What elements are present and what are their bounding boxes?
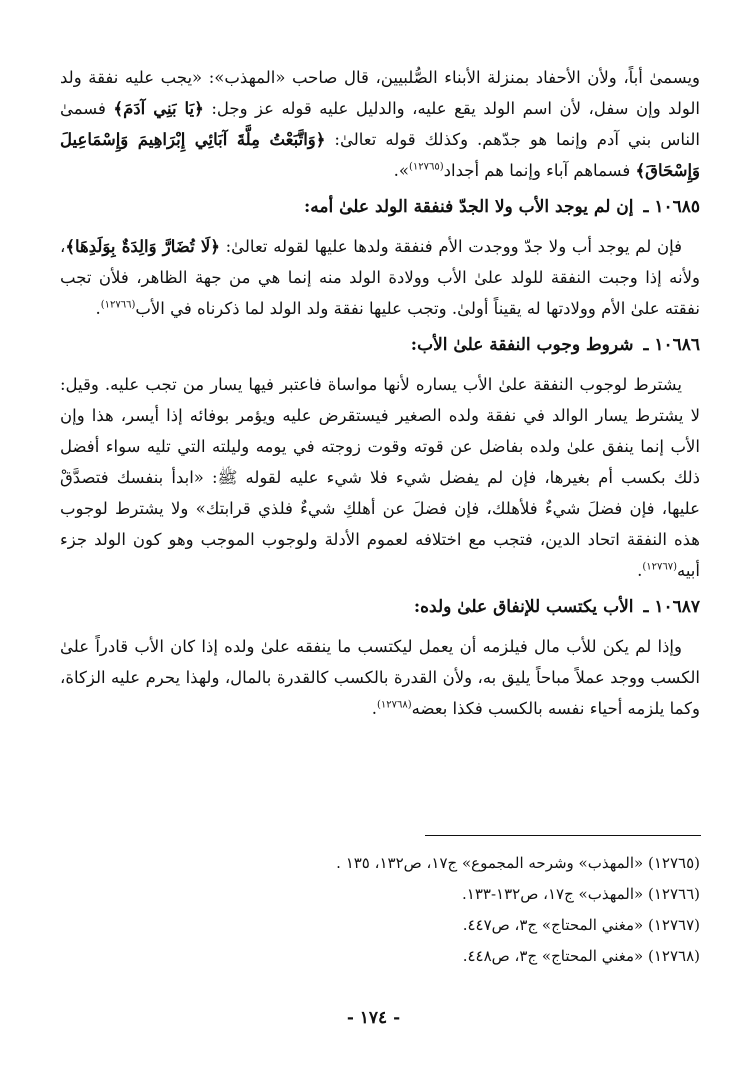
section-text-a: يشترط لوجوب النفقة علىٰ الأب يساره لأنها مواساة فاعتبر فيها يسار من تجب عليه. وقيل: لا يشترط يسار الوالد في نفقة ولده الصغير فيستقرض عليه ويؤمر بوفائه إذا أيسر، هذا وإن الأب إنما ينفق علىٰ ولده بفاضل عن قوته وقوت زوجته في يومه وليلته التي تليه سواء أفضل ذلك بكسب أم بغيرها، فإن لم يفضل شيء فلا شيء عليه لقوله ﷺ: «ابدأ بنفسك فتصدَّقْ عليها، فإن فضلَ شيءٌ فلأهلك، فإن فضلَ عن أهلكِ شيءٌ فلذي قرابتك» ولا يشترط لوجوب هذه النفقة اتحاد الدين، فتجب مع اختلافه لعموم الأدلة ولوجوب الموجب وهو كون الولد جزء أبيه <box>60 375 700 580</box>
section-text-a: فإن لم يوجد أب ولا جدّ ووجدت الأم فنفقة ولدها عليها لقوله تعالىٰ: <box>219 237 683 256</box>
footnote-item: (١٢٧٦٨) «مغني المحتاج» ج٣، ص٤٤٨. <box>462 947 700 965</box>
quran-quote-bani-adam: ﴿يَا بَنِي آدَمَ﴾ <box>113 99 204 118</box>
section-text-a: وإذا لم يكن للأب مال فيلزمه أن يعمل ليكتسب ما ينفقه علىٰ ولده إذا كان الأب قادراً علىٰ الكسب ووجد عملاً مباحاً يليق به، ولأن القدرة بالكسب كالقدرة بالمال، ولهذا يحرم عليه الزكاة، وكما يلزمه أحياء نفسه بالكسب فكذا بعضه <box>60 637 700 718</box>
footnote-ref: (١٢٧٦٥) <box>408 161 444 173</box>
section-number: ١٠٦٨٦ ـ <box>643 335 700 355</box>
footnotes <box>60 848 700 972</box>
section-title: إن لم يوجد الأب ولا الجدّ فنفقة الولد علىٰ أمه: <box>303 197 634 217</box>
section-number: ١٠٦٨٧ ـ <box>643 597 700 617</box>
footnote-item: (١٢٧٦٧) «مغني المحتاج» ج٣، ص٤٤٧. <box>462 916 700 934</box>
section-heading-10687 <box>60 592 700 623</box>
section-number: ١٠٦٨٥ ـ <box>643 197 700 217</box>
section-title: الأب يكتسب للإنفاق علىٰ ولده: <box>413 597 634 617</box>
section-paragraph-10685 <box>60 231 700 324</box>
section-text-end: . <box>371 699 377 718</box>
intro-paragraph <box>60 62 700 186</box>
section-text-end: . <box>637 561 643 580</box>
section-paragraph-10686 <box>60 369 700 586</box>
footnote-item: (١٢٧٦٦) «المهذب» ج١٧، ص١٣٢-١٣٣. <box>462 885 700 903</box>
footnote-ref: (١٢٧٦٨) <box>376 699 412 711</box>
section-text-b: ، ولأنه إذا وجبت النفقة للولد علىٰ الأب وولادة الولد منه إنما هي من جهة الظاهر، فلأن تجب نفقته علىٰ الأم وولادتها له يقيناً أولىٰ. وتجب عليها نفقة ولد الولد لما ذكرناه في الأب <box>60 237 700 318</box>
intro-text-b: فسمىٰ الناس بني آدم وإنما هو جدّهم. وكذلك قوله تعالىٰ: <box>60 99 700 149</box>
intro-text-c: فسماهم آباء وإنما هم أجداد <box>443 161 636 180</box>
intro-text-a: ويسمىٰ أباً، ولأن الأحفاد بمنزلة الأبناء الصُّلبيين، قال صاحب «المهذب»: «يجب عليه نفقة ولد الولد وإن سفل، لأن اسم الولد يقع عليه، والدليل عليه قوله عز وجل: <box>60 68 700 118</box>
section-title: شروط وجوب النفقة علىٰ الأب: <box>410 335 634 355</box>
footnote-ref: (١٢٧٦٦) <box>100 299 136 311</box>
intro-text-end: ». <box>393 161 409 180</box>
page-number: - ١٧٤ - <box>346 1008 401 1028</box>
footnote-divider <box>425 835 701 836</box>
quran-quote-millat-ibrahim: ﴿وَاتَّبَعْتُ مِلَّةَ آبَائِي إِبْرَاهِيمَ وَإِسْمَاعِيلَ وَإِسْحَاقَ﴾ <box>60 130 700 180</box>
quran-quote-la-tudarra: ﴿لَا تُضَارَّ وَالِدَةٌ بِوَلَدِهَا﴾ <box>65 237 220 256</box>
footnote-item: (١٢٧٦٥) «المهذب» وشرحه المجموع» ج١٧، ص١٣٢، ١٣٥ . <box>336 854 700 872</box>
section-heading-10685 <box>60 192 700 223</box>
footnote-ref: (١٢٧٦٧) <box>642 561 677 573</box>
section-heading-10686 <box>60 330 700 361</box>
section-text-end: . <box>95 299 101 318</box>
section-paragraph-10687 <box>60 631 700 724</box>
page-body <box>60 62 700 724</box>
